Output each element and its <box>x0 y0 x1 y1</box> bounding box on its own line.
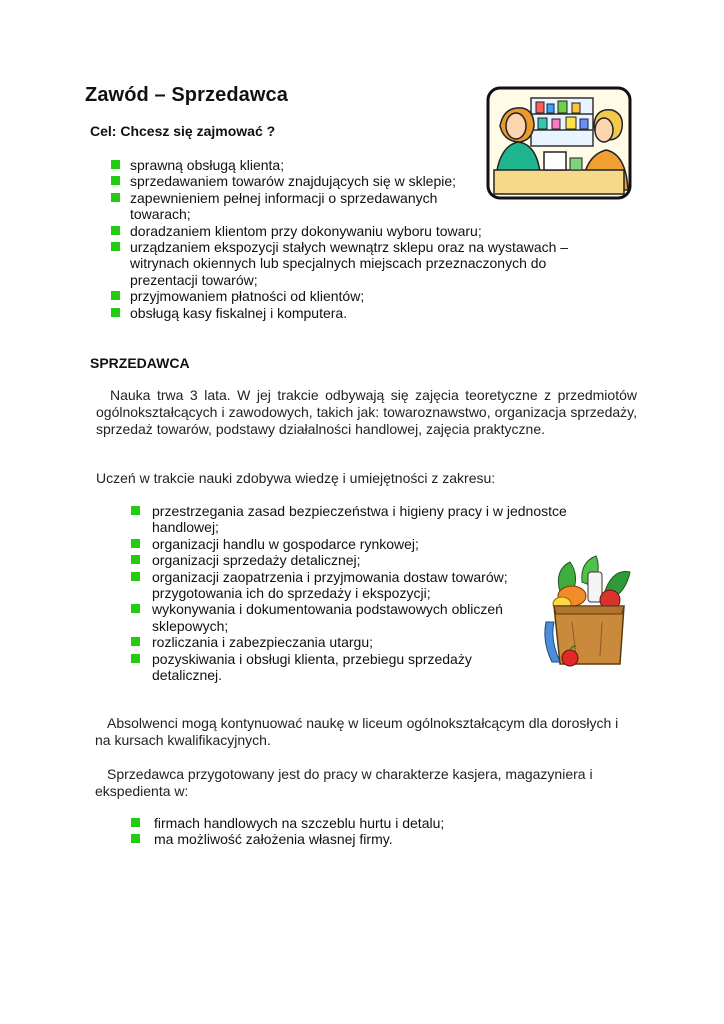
bullet-square-icon <box>111 193 120 202</box>
page-title: Zawód – Sprzedawca <box>85 84 288 106</box>
goal-question: Cel: Chcesz się zajmować ? <box>90 123 276 139</box>
list-item: zapewnieniem pełnej informacji o sprzedawanych towarach; <box>111 190 470 223</box>
workplaces-list <box>131 815 531 848</box>
bullet-square-icon <box>131 555 140 564</box>
bullet-square-icon <box>131 572 140 581</box>
list-item: rozliczania i zabezpieczania utargu; <box>131 634 601 650</box>
list-item: firmach handlowych na szczeblu hurtu i detalu; <box>131 815 531 831</box>
work-intro-paragraph: Sprzedawca przygotowany jest do pracy w charakterze kasjera, magazyniera i ekspedienta w: <box>95 766 593 799</box>
bullet-square-icon <box>131 539 140 548</box>
intro-paragraph: Nauka trwa 3 lata. W jej trakcie odbywają się zajęcia teoretyczne z przedmiotów ogólnokształcących i zawodowych, takich jak: towaroznawstwo, organizacja sprzedaży, sprzedaż towarów, podstawy działalności handlowej, zajęcia praktyczne. <box>96 387 637 437</box>
list-item: urządzaniem ekspozycji stałych wewnątrz sklepu oraz na wystawach – witrynach okiennych lub specjalnych miejscach przeznaczonych do prezentacji towarów; <box>111 239 600 288</box>
bullet-square-icon <box>131 604 140 613</box>
section-title: SPRZEDAWCA <box>90 355 190 371</box>
bullet-square-icon <box>111 291 120 300</box>
list-item: organizacji handlu w gospodarce rynkowej; <box>131 536 601 552</box>
bullet-square-icon <box>111 176 120 185</box>
list-item: przestrzegania zasad bezpieczeństwa i higieny pracy i w jednostce handlowej; <box>131 503 582 536</box>
list-item: pozyskiwania i obsługi klienta, przebiegu sprzedaży detalicznej. <box>131 651 512 684</box>
bullet-square-icon <box>111 160 120 169</box>
list-item: obsługą kasy fiskalnej i komputera. <box>111 305 601 321</box>
bullet-square-icon <box>131 637 140 646</box>
skills-list <box>131 503 601 683</box>
list-item: organizacji zaopatrzenia i przyjmowania dostaw towarów; przygotowania ich do sprzedaży i ekspozycji; <box>131 569 542 602</box>
bullet-square-icon <box>131 834 140 843</box>
list-item: przyjmowaniem płatności od klientów; <box>111 288 601 304</box>
list-item: doradzaniem klientom przy dokonywaniu wyboru towaru; <box>111 223 601 239</box>
list-item: sprzedawaniem towarów znajdujących się w sklepie; <box>111 173 601 189</box>
bullet-square-icon <box>131 818 140 827</box>
bullet-square-icon <box>131 654 140 663</box>
list-item: organizacji sprzedaży detalicznej; <box>131 552 601 568</box>
bullet-square-icon <box>111 308 120 317</box>
skills-intro: Uczeń w trakcie nauki zdobywa wiedzę i umiejętności z zakresu: <box>96 470 496 486</box>
list-item: wykonywania i dokumentowania podstawowych obliczeń sklepowych; <box>131 601 542 634</box>
list-item: sprawną obsługą klienta; <box>111 157 601 173</box>
list-item: ma możliwość założenia własnej firmy. <box>131 831 531 847</box>
bullet-square-icon <box>131 506 140 515</box>
bullet-square-icon <box>111 226 120 235</box>
grocery-bag-illustration <box>542 552 638 670</box>
graduates-paragraph: Absolwenci mogą kontynuować naukę w liceum ogólnokształcącym dla dorosłych i na kursach kwalifikacyjnych. <box>95 715 619 748</box>
bullet-square-icon <box>111 242 120 251</box>
goals-list <box>111 157 601 321</box>
